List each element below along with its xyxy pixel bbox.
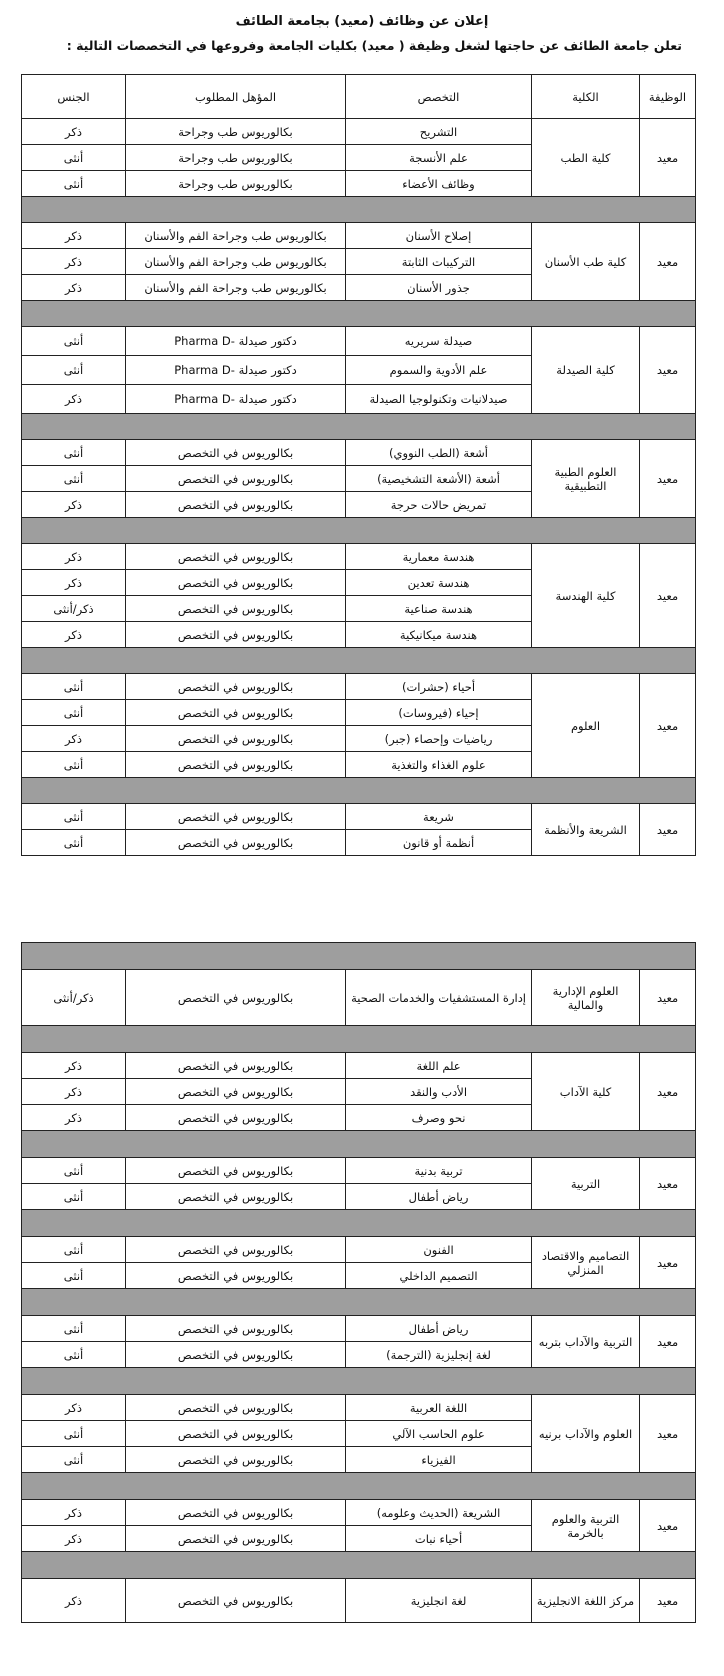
separator-row (22, 1473, 696, 1500)
specialization-cell: التصميم الداخلي (346, 1263, 532, 1289)
specialization-cell: علوم الغذاء والتغذية (346, 752, 532, 778)
qualification-cell: بكالوريوس في التخصص (126, 440, 346, 466)
qualification-cell: دكتور صيدلة -Pharma D (126, 356, 346, 385)
college-cell: التربية (532, 1158, 640, 1210)
specialization-cell: رياض أطفال (346, 1184, 532, 1210)
gender-cell: أنثى (22, 1184, 126, 1210)
gender-cell: أنثى (22, 1263, 126, 1289)
college-cell: كلية الطب (532, 119, 640, 197)
announcement-subtitle: تعلن جامعة الطائف عن حاجتها لشغل وظيفة ( معيد) بكليات الجامعة وفروعها في التخصصات التالية : (66, 38, 682, 53)
qualification-cell: دكتور صيدلة -Pharma D (126, 327, 346, 356)
qualification-cell: بكالوريوس في التخصص (126, 1447, 346, 1473)
gender-cell: ذكر (22, 1500, 126, 1526)
college-cell: التصاميم والاقتصاد المنزلي (532, 1237, 640, 1289)
specialization-cell: رياض أطفال (346, 1316, 532, 1342)
gender-cell: ذكر/أنثى (22, 596, 126, 622)
specialization-cell: التركيبات الثابتة (346, 249, 532, 275)
specialization-cell: أشعة (الطب النووي) (346, 440, 532, 466)
specialization-cell: رياضيات وإحصاء (جبر) (346, 726, 532, 752)
job-cell: معيد (640, 1158, 696, 1210)
gender-cell: أنثى (22, 356, 126, 385)
gender-cell: أنثى (22, 440, 126, 466)
qualification-cell: بكالوريوس طب وجراحة (126, 145, 346, 171)
qualification-cell: بكالوريوس في التخصص (126, 1526, 346, 1552)
specialization-cell: شريعة (346, 804, 532, 830)
specialization-cell: إصلاح الأسنان (346, 223, 532, 249)
college-cell: التربية والعلوم بالخرمة (532, 1500, 640, 1552)
positions-table-2 (21, 942, 696, 1623)
gender-cell: أنثى (22, 1421, 126, 1447)
gender-cell: أنثى (22, 1237, 126, 1263)
table-row (22, 1053, 696, 1079)
specialization-cell: الفيزياء (346, 1447, 532, 1473)
gender-cell: ذكر (22, 275, 126, 301)
qualification-cell: بكالوريوس في التخصص (126, 1579, 346, 1623)
job-cell: معيد (640, 804, 696, 856)
page-title: إعلان عن وظائف (معيد) بجامعة الطائف (235, 14, 489, 29)
table-row (22, 1395, 696, 1421)
header-qualification: المؤهل المطلوب (126, 75, 346, 119)
college-cell: العلوم والآداب برنيه (532, 1395, 640, 1473)
qualification-cell: بكالوريوس في التخصص (126, 1184, 346, 1210)
qualification-cell: بكالوريوس في التخصص (126, 726, 346, 752)
gender-cell: أنثى (22, 466, 126, 492)
table-row (22, 119, 696, 145)
specialization-cell: هندسة تعدين (346, 570, 532, 596)
gender-cell: أنثى (22, 674, 126, 700)
header-specialization: التخصص (346, 75, 532, 119)
specialization-cell: أحياء (حشرات) (346, 674, 532, 700)
college-cell: التربية والآداب بتربه (532, 1316, 640, 1368)
job-cell: معيد (640, 327, 696, 414)
qualification-cell: بكالوريوس في التخصص (126, 830, 346, 856)
specialization-cell: علوم الحاسب الآلي (346, 1421, 532, 1447)
gender-cell: ذكر (22, 385, 126, 414)
gender-cell: أنثى (22, 804, 126, 830)
gender-cell: أنثى (22, 1316, 126, 1342)
qualification-cell: بكالوريوس في التخصص (126, 622, 346, 648)
separator-row (22, 1210, 696, 1237)
specialization-cell: تربية بدنية (346, 1158, 532, 1184)
specialization-cell: إدارة المستشفيات والخدمات الصحية (346, 970, 532, 1026)
specialization-cell: الأدب والنقد (346, 1079, 532, 1105)
specialization-cell: هندسة ميكانيكية (346, 622, 532, 648)
gender-cell: أنثى (22, 752, 126, 778)
job-cell: معيد (640, 440, 696, 518)
table-header-row (22, 75, 696, 119)
specialization-cell: أحياء نبات (346, 1526, 532, 1552)
qualification-cell: بكالوريوس طب وجراحة الفم والأسنان (126, 223, 346, 249)
specialization-cell: نحو وصرف (346, 1105, 532, 1131)
qualification-cell: بكالوريوس في التخصص (126, 1053, 346, 1079)
job-cell: معيد (640, 674, 696, 778)
gender-cell: ذكر (22, 1526, 126, 1552)
table-row (22, 327, 696, 356)
header-job: الوظيفة (640, 75, 696, 119)
separator-row (22, 518, 696, 544)
table-row (22, 1500, 696, 1526)
qualification-cell: بكالوريوس في التخصص (126, 1263, 346, 1289)
job-cell: معيد (640, 1237, 696, 1289)
job-cell: معيد (640, 970, 696, 1026)
college-cell: كلية الصيدلة (532, 327, 640, 414)
qualification-cell: بكالوريوس في التخصص (126, 1500, 346, 1526)
qualification-cell: بكالوريوس في التخصص (126, 1395, 346, 1421)
qualification-cell: بكالوريوس في التخصص (126, 1421, 346, 1447)
separator-row (22, 1131, 696, 1158)
college-cell: مركز اللغة الانجليزية (532, 1579, 640, 1623)
gender-cell: ذكر (22, 1105, 126, 1131)
qualification-cell: بكالوريوس في التخصص (126, 1316, 346, 1342)
qualification-cell: بكالوريوس في التخصص (126, 674, 346, 700)
specialization-cell: هندسة صناعية (346, 596, 532, 622)
specialization-cell: لغة انجليزية (346, 1579, 532, 1623)
gender-cell: أنثى (22, 830, 126, 856)
specialization-cell: علم الأنسجة (346, 145, 532, 171)
table-row (22, 970, 696, 1026)
specialization-cell: وظائف الأعضاء (346, 171, 532, 197)
separator-row (22, 648, 696, 674)
table-row (22, 804, 696, 830)
separator-row (22, 943, 696, 970)
gender-cell: ذكر (22, 570, 126, 596)
qualification-cell: بكالوريوس في التخصص (126, 596, 346, 622)
separator-row (22, 197, 696, 223)
qualification-cell: بكالوريوس في التخصص (126, 752, 346, 778)
table-row (22, 1237, 696, 1263)
qualification-cell: بكالوريوس في التخصص (126, 804, 346, 830)
college-cell: العلوم الإدارية والمالية (532, 970, 640, 1026)
qualification-cell: دكتور صيدلة -Pharma D (126, 385, 346, 414)
specialization-cell: تمريض حالات حرجة (346, 492, 532, 518)
header-college: الكلية (532, 75, 640, 119)
specialization-cell: جذور الأسنان (346, 275, 532, 301)
job-cell: معيد (640, 1053, 696, 1131)
college-cell: كلية طب الأسنان (532, 223, 640, 301)
table-row (22, 440, 696, 466)
gender-cell: أنثى (22, 1158, 126, 1184)
specialization-cell: الشريعة (الحديث وعلومه) (346, 1500, 532, 1526)
table-row (22, 1316, 696, 1342)
specialization-cell: صيدلة سريريه (346, 327, 532, 356)
college-cell: كلية الهندسة (532, 544, 640, 648)
qualification-cell: بكالوريوس طب وجراحة (126, 171, 346, 197)
qualification-cell: بكالوريوس في التخصص (126, 1105, 346, 1131)
specialization-cell: إحياء (فيروسات) (346, 700, 532, 726)
specialization-cell: علم الأدوية والسموم (346, 356, 532, 385)
job-cell: معيد (640, 1316, 696, 1368)
job-cell: معيد (640, 544, 696, 648)
specialization-cell: أنظمة أو قانون (346, 830, 532, 856)
college-cell: العلوم الطبية التطبيقية (532, 440, 640, 518)
separator-row (22, 1552, 696, 1579)
gender-cell: أنثى (22, 1342, 126, 1368)
gender-cell: ذكر (22, 492, 126, 518)
qualification-cell: بكالوريوس طب وجراحة الفم والأسنان (126, 275, 346, 301)
qualification-cell: بكالوريوس في التخصص (126, 1079, 346, 1105)
gender-cell: أنثى (22, 327, 126, 356)
qualification-cell: بكالوريوس طب وجراحة الفم والأسنان (126, 249, 346, 275)
college-cell: كلية الآداب (532, 1053, 640, 1131)
specialization-cell: صيدلانيات وتكنولوجيا الصيدلة (346, 385, 532, 414)
qualification-cell: بكالوريوس في التخصص (126, 1237, 346, 1263)
specialization-cell: اللغة العربية (346, 1395, 532, 1421)
gender-cell: أنثى (22, 171, 126, 197)
gender-cell: ذكر (22, 223, 126, 249)
qualification-cell: بكالوريوس في التخصص (126, 492, 346, 518)
job-cell: معيد (640, 1500, 696, 1552)
qualification-cell: بكالوريوس في التخصص (126, 1342, 346, 1368)
gender-cell: ذكر (22, 1579, 126, 1623)
gender-cell: ذكر (22, 1079, 126, 1105)
gender-cell: ذكر (22, 249, 126, 275)
job-cell: معيد (640, 223, 696, 301)
qualification-cell: بكالوريوس طب وجراحة (126, 119, 346, 145)
gender-cell: أنثى (22, 145, 126, 171)
table-row (22, 674, 696, 700)
gender-cell: ذكر (22, 622, 126, 648)
qualification-cell: بكالوريوس في التخصص (126, 970, 346, 1026)
qualification-cell: بكالوريوس في التخصص (126, 466, 346, 492)
separator-row (22, 301, 696, 327)
job-cell: معيد (640, 1579, 696, 1623)
specialization-cell: لغة إنجليزية (الترجمة) (346, 1342, 532, 1368)
specialization-cell: التشريح (346, 119, 532, 145)
gender-cell: ذكر/أنثى (22, 970, 126, 1026)
table-row (22, 544, 696, 570)
separator-row (22, 1026, 696, 1053)
qualification-cell: بكالوريوس في التخصص (126, 1158, 346, 1184)
qualification-cell: بكالوريوس في التخصص (126, 570, 346, 596)
gender-cell: ذكر (22, 1053, 126, 1079)
gender-cell: ذكر (22, 1395, 126, 1421)
separator-row (22, 1289, 696, 1316)
gender-cell: ذكر (22, 119, 126, 145)
gender-cell: أنثى (22, 700, 126, 726)
specialization-cell: أشعة (الأشعة التشخيصية) (346, 466, 532, 492)
separator-row (22, 414, 696, 440)
separator-row (22, 778, 696, 804)
specialization-cell: علم اللغة (346, 1053, 532, 1079)
specialization-cell: الفنون (346, 1237, 532, 1263)
gender-cell: ذكر (22, 544, 126, 570)
header-gender: الجنس (22, 75, 126, 119)
college-cell: العلوم (532, 674, 640, 778)
table-row (22, 1579, 696, 1623)
table-row (22, 1158, 696, 1184)
positions-table-1 (21, 74, 696, 856)
qualification-cell: بكالوريوس في التخصص (126, 700, 346, 726)
job-cell: معيد (640, 119, 696, 197)
job-cell: معيد (640, 1395, 696, 1473)
qualification-cell: بكالوريوس في التخصص (126, 544, 346, 570)
table-row (22, 223, 696, 249)
gender-cell: أنثى (22, 1447, 126, 1473)
college-cell: الشريعة والأنظمة (532, 804, 640, 856)
separator-row (22, 1368, 696, 1395)
specialization-cell: هندسة معمارية (346, 544, 532, 570)
gender-cell: ذكر (22, 726, 126, 752)
